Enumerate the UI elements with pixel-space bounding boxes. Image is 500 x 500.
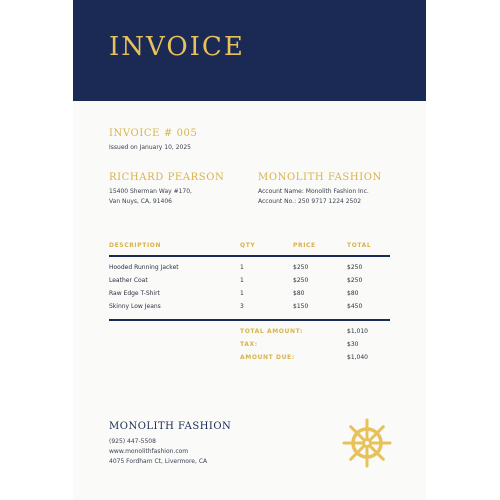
row-1-qty: 1 [240, 264, 244, 271]
footer-address: 4075 Fordham Ct, Livermore, CA [109, 458, 208, 465]
client-address-line2: Van Nuys, CA, 91406 [109, 198, 173, 205]
row-4-qty: 3 [240, 303, 244, 310]
row-2-price: $250 [293, 277, 309, 284]
col-header-qty: QTY [240, 242, 256, 249]
col-header-total: TOTAL [347, 242, 372, 249]
tax-value: $30 [347, 341, 359, 348]
issue-date: Issued on January 10, 2025 [109, 144, 191, 151]
row-2-description: Leather Coat [109, 277, 148, 284]
footer-phone: (925) 447-5508 [109, 438, 156, 445]
account-name: Account Name: Monolith Fashion Inc. [258, 188, 369, 195]
row-3-price: $80 [293, 290, 305, 297]
row-1-description: Hooded Running Jacket [109, 264, 179, 271]
row-1-price: $250 [293, 264, 309, 271]
tax-label: TAX: [240, 341, 258, 348]
client-name: RICHARD PEARSON [109, 172, 225, 183]
invoice-number: INVOICE # 005 [109, 128, 198, 139]
client-address-line1: 15400 Sherman Way #170, [109, 188, 192, 195]
footer-website: www.monolithfashion.com [109, 448, 189, 455]
header-banner [73, 0, 426, 101]
table-top-rule [109, 255, 390, 257]
row-4-description: Skinny Low Jeans [109, 303, 161, 310]
ship-wheel-icon [342, 418, 392, 468]
row-3-description: Raw Edge T-Shirt [109, 290, 160, 297]
col-header-price: PRICE [293, 242, 316, 249]
total-amount-label: TOTAL AMOUNT: [240, 328, 303, 335]
page-title: INVOICE [109, 32, 245, 62]
row-2-qty: 1 [240, 277, 244, 284]
total-amount-value: $1,010 [347, 328, 368, 335]
row-2-total: $250 [347, 277, 363, 284]
invoice-page [73, 0, 426, 500]
row-3-qty: 1 [240, 290, 244, 297]
col-header-description: DESCRIPTION [109, 242, 162, 249]
row-1-total: $250 [347, 264, 363, 271]
row-4-total: $450 [347, 303, 363, 310]
account-number: Account No.: 250 9717 1224 2502 [258, 198, 362, 205]
table-bottom-rule [109, 319, 390, 321]
amount-due-value: $1,040 [347, 354, 368, 361]
amount-due-label: AMOUNT DUE: [240, 354, 295, 361]
row-4-price: $150 [293, 303, 309, 310]
company-name: MONOLITH FASHION [258, 172, 382, 183]
row-3-total: $80 [347, 290, 359, 297]
footer-company-name: MONOLITH FASHION [109, 421, 232, 432]
